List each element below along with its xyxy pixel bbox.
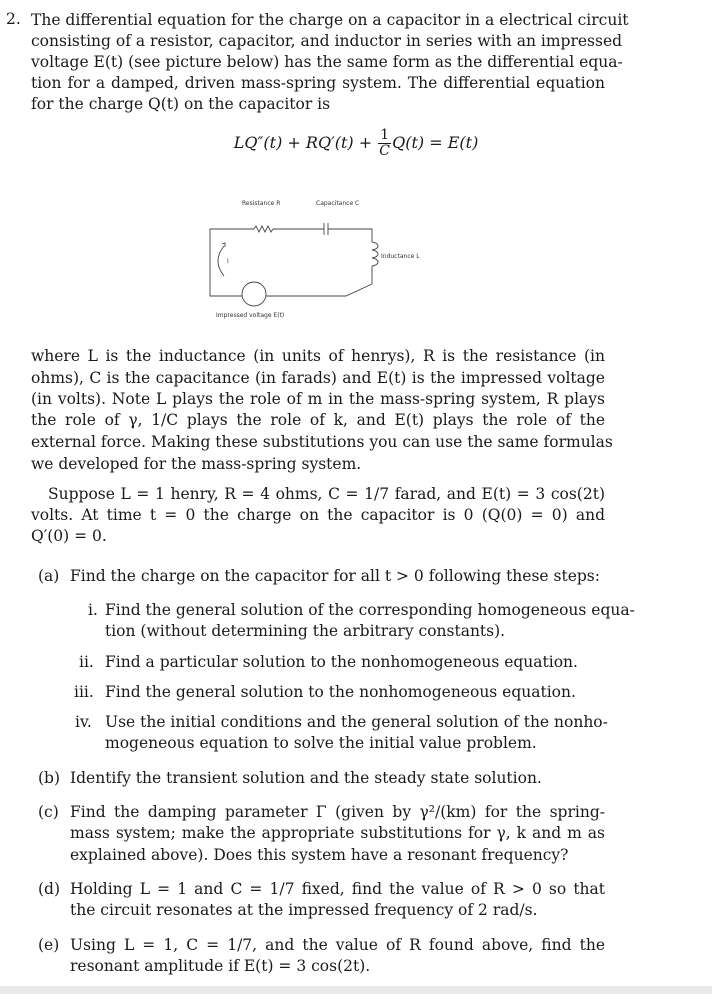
part-c-line-3: explained above). Does this system have a resonant frequency? [70, 846, 569, 864]
step-iv-line-1: Use the initial conditions and the general solution of the nonho- [105, 713, 608, 731]
step-ii-text: Find a particular solution to the nonhomogeneous equation. [105, 653, 578, 671]
equation-fraction [378, 128, 391, 159]
part-c-line-2: mass system; make the appropriate substitutions for γ, k and m as [70, 824, 605, 842]
part-d-label: (d) [38, 880, 61, 898]
equation-right: Q(t) = E(t) [392, 133, 479, 152]
step-iii-text: Find the general solution to the nonhomogeneous equation. [105, 683, 576, 701]
part-d-line-2: the circuit resonates at the impressed frequency of 2 rad/s. [70, 901, 538, 919]
part-e-line-2: resonant amplitude if E(t) = 3 cos(2t). [70, 957, 371, 975]
step-iv-line-2: mogeneous equation to solve the initial value problem. [105, 734, 537, 752]
where-line-2: ohms), C is the capacitance (in farads) and E(t) is the impressed voltage [31, 369, 605, 387]
part-c-label: (c) [38, 803, 59, 821]
step-i-line-1: Find the general solution of the corresponding homogeneous equa- [105, 601, 635, 619]
where-line-6: we developed for the mass-spring system. [31, 455, 362, 473]
voltage-source [242, 282, 266, 306]
inductance-label: Inductance L [381, 253, 420, 260]
part-b-label: (b) [38, 769, 61, 787]
intro-line-2: consisting of a resistor, capacitor, and inductor in series with an impressed [31, 32, 623, 50]
intro-line-3: voltage E(t) (see picture below) has the same form as the differential equa- [31, 53, 623, 71]
equation-left: LQ″(t) + RQ′(t) + [233, 133, 378, 152]
intro-line-5: for the charge Q(t) on the capacitor is [31, 95, 331, 113]
part-c-line-1: Find the damping parameter Γ (given by γ²/(km) for the spring- [70, 803, 605, 821]
current-arrow [218, 246, 224, 276]
where-line-4: the role of γ, 1/C plays the role of k, and E(t) plays the role of the [31, 411, 605, 429]
step-i-line-2: tion (without determining the arbitrary constants). [105, 622, 506, 640]
fraction-denominator: C [379, 143, 390, 159]
suppose-line-1: Suppose L = 1 henry, R = 4 ohms, C = 1/7 farad, and E(t) = 3 cos(2t) [48, 485, 605, 503]
rlc-circuit-diagram [200, 196, 440, 324]
part-a-label: (a) [38, 567, 60, 585]
part-d-line-1: Holding L = 1 and C = 1/7 fixed, find the value of R > 0 so that [70, 880, 605, 898]
part-b-text: Identify the transient solution and the steady state solution. [70, 769, 542, 787]
resistor-zigzag [254, 226, 273, 232]
current-label: I [227, 258, 229, 265]
problem-number: 2. [6, 10, 21, 28]
voltage-label: Impressed voltage E(t) [216, 312, 285, 319]
intro-line-4: tion for a damped, driven mass-spring system. The differential equation [31, 74, 605, 92]
charge-equation [0, 128, 712, 172]
step-iii-label: iii. [74, 683, 94, 701]
part-a-text: Find the charge on the capacitor for all t > 0 following these steps: [70, 567, 600, 585]
capacitance-label: Capacitance C [316, 200, 360, 207]
step-iv-label: iv. [75, 713, 92, 731]
resistance-label: Resistance R [242, 200, 281, 207]
step-ii-label: ii. [79, 653, 94, 671]
step-i-label: i. [88, 601, 98, 619]
where-line-1: where L is the inductance (in units of henrys), R is the resistance (in [31, 347, 605, 365]
suppose-line-2: volts. At time t = 0 the charge on the capacitor is 0 (Q(0) = 0) and [31, 506, 605, 524]
part-e-line-1: Using L = 1, C = 1/7, and the value of R found above, find the [70, 936, 605, 954]
part-e-label: (e) [38, 936, 60, 954]
bottom-bar [0, 986, 712, 994]
intro-line-1: The differential equation for the charge on a capacitor in a electrical circuit [31, 11, 629, 29]
where-line-5: external force. Making these substitutions you can use the same formulas [31, 433, 613, 451]
suppose-line-3: Q′(0) = 0. [31, 527, 107, 545]
inductor-coil [372, 242, 378, 266]
fraction-numerator: 1 [380, 127, 390, 143]
capacitor-plates [324, 223, 328, 235]
where-line-3: (in volts). Note L plays the role of m in the mass-spring system, R plays [31, 390, 605, 408]
circuit-wires [210, 223, 378, 296]
